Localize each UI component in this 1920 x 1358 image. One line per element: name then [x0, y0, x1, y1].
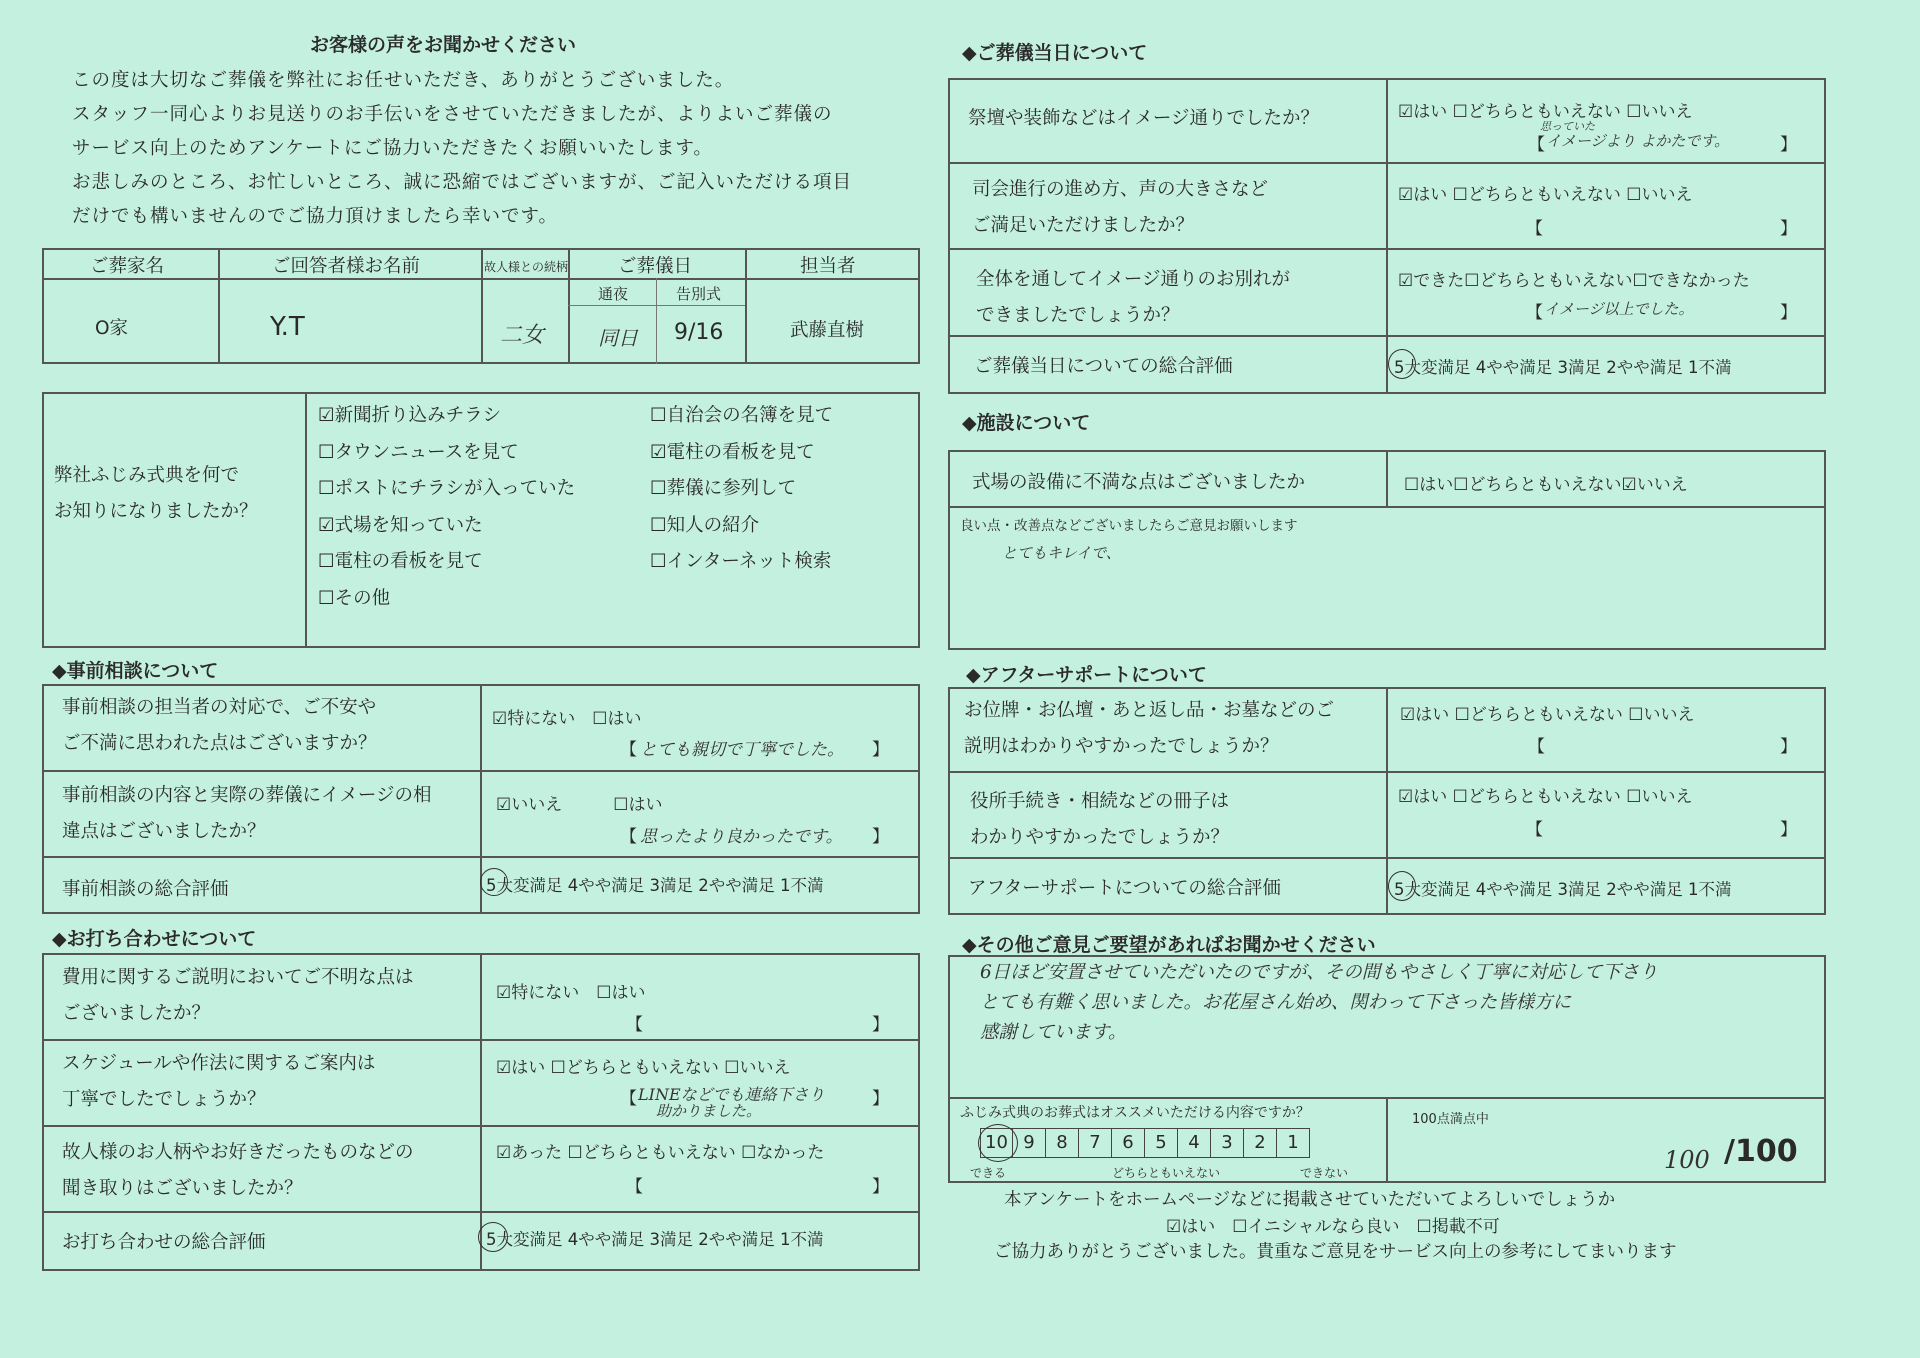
question-line: 丁寧でしたでしょうか？: [62, 1089, 266, 1110]
funeral-day-q3-options[interactable]: ☑できた☐どちらともいえない☐できなかった: [1398, 271, 1750, 291]
consult-q1: [62, 690, 377, 762]
header-family: ご葬家名: [90, 256, 165, 277]
question-line: 弊社ふじみ式典を何で: [54, 465, 240, 486]
relation-value: 二女: [500, 323, 545, 348]
source-options-right: [650, 398, 833, 581]
scale-7[interactable]: 7: [1079, 1128, 1112, 1158]
facility-comment: とてもキレイで、: [1002, 544, 1121, 562]
comment-bracket-open: 【: [626, 1015, 643, 1035]
comment-bracket-close: 】: [1780, 135, 1797, 155]
header-staff: 担当者: [800, 256, 856, 277]
meeting-q3-options[interactable]: ☑あった ☐どちらともいえない ☐なかった: [496, 1143, 825, 1163]
after-heading: ◆アフターサポートについて: [966, 664, 1207, 686]
comment-bracket-open: 【: [1528, 135, 1545, 155]
comment-bracket-close: 】: [1780, 219, 1797, 239]
scale-5[interactable]: 5: [1145, 1128, 1178, 1158]
comment-line: 6日ほど安置させていただいたのですが、その間もやさしく丁寧に対応して下さり: [980, 962, 1658, 983]
after-q2-options[interactable]: ☑はい ☐どちらともいえない ☐いいえ: [1398, 787, 1693, 807]
funeral-day-q1: 祭壇や装飾などはイメージ通りでしたか？: [968, 108, 1319, 129]
after-q1-options[interactable]: ☑はい ☐どちらともいえない ☐いいえ: [1400, 705, 1695, 725]
after-rating[interactable]: 5大変満足 4やや満足 3満足 2やや満足 1不満: [1394, 880, 1732, 899]
option-pole-sign-checkbox[interactable]: ☐電柱の看板を見て: [318, 551, 483, 572]
comment-bracket-close: 】: [872, 827, 889, 847]
question-line: 司会進行の進め方、声の大きさなど: [972, 179, 1269, 200]
score-label: 100点満点中: [1412, 1112, 1489, 1127]
option-flyer-checkbox[interactable]: ☐ポストにチラシが入っていた: [318, 478, 576, 499]
rating-circle: [1388, 349, 1416, 379]
comment-line: 感謝しています。: [980, 1022, 1127, 1043]
after-q1: [964, 693, 1334, 765]
comment-line: とても有難く思いました。お花屋さん始め、関わって下さった皆様方に: [980, 992, 1572, 1013]
funeral-day-q2-options[interactable]: ☑はい ☐どちらともいえない ☐いいえ: [1398, 185, 1693, 205]
header-wake: 通夜: [598, 285, 629, 303]
comment-bracket-close: 】: [872, 1015, 889, 1035]
meeting-q1-options[interactable]: ☑特にない ☐はい: [496, 983, 646, 1003]
consult-q3: 事前相談の総合評価: [62, 879, 229, 900]
option-association-checkbox[interactable]: ☐自治会の名簿を見て: [650, 405, 834, 426]
staff-value: 武藤直樹: [790, 320, 865, 341]
source-options-left: [318, 398, 575, 617]
funeral-day-q3: [976, 262, 1290, 334]
scale-9[interactable]: 9: [1013, 1128, 1046, 1158]
header-date: ご葬儀日: [618, 256, 693, 277]
funeral-day-q4: ご葬儀当日についての総合評価: [974, 356, 1233, 377]
comment-bracket-close: 】: [1780, 820, 1797, 840]
funeral-day-rating[interactable]: 5大変満足 4やや満足 3満足 2やや満足 1不満: [1394, 358, 1732, 377]
meeting-q1: [62, 960, 414, 1032]
comment-bracket-close: 】: [872, 1089, 889, 1109]
intro-line: お悲しみのところ、お忙しいところ、誠に恐縮ではございますが、ご記入いただける項目: [72, 172, 853, 193]
scale-label-low: できる: [970, 1166, 1007, 1180]
comment-bracket-open: 【: [620, 827, 637, 847]
survey-title: お客様の声をお聞かせください: [310, 34, 577, 56]
consult-q1-options[interactable]: ☑特にない ☐はい: [492, 709, 642, 729]
question-line: 聞き取りはございましたか？: [62, 1178, 303, 1199]
meeting-q3: [62, 1135, 414, 1207]
meeting-heading: ◆お打ち合わせについて: [52, 928, 257, 950]
meeting-q2-comment-1: LINEなどでも連絡下さり: [638, 1085, 825, 1104]
intro-text: [72, 64, 852, 234]
scale-10[interactable]: 10: [980, 1128, 1013, 1158]
option-internet-checkbox[interactable]: ☐インターネット検索: [650, 551, 832, 572]
intro-line: サービス向上のためアンケートにご協力いただきたくお願いいたします。: [72, 138, 713, 159]
rating-circle: [478, 1222, 508, 1252]
header-relation: 故人様との続柄: [484, 260, 569, 274]
rating-circle: [480, 868, 508, 896]
rating-circle: [1388, 871, 1416, 901]
funeral-day-q1-note: 思っていた: [1540, 120, 1595, 133]
consult-q2-comment: 思ったより良かったです。: [640, 827, 843, 847]
funeral-day-q1-options[interactable]: ☑はい ☐どちらともいえない ☐いいえ: [1398, 102, 1693, 122]
intro-line: この度は大切なご葬儀を弊社にお任せいただき、ありがとうございました。: [72, 70, 735, 91]
comment-bracket-close: 】: [1780, 303, 1797, 323]
option-other-checkbox[interactable]: ☐その他: [318, 587, 391, 609]
consult-q1-comment: とても親切で丁寧でした。: [640, 740, 844, 760]
comment-bracket-open: 【: [1528, 737, 1545, 757]
source-question: [54, 458, 258, 530]
recommend-scale: [980, 1128, 1310, 1158]
intro-line: だけでも構いませんのでご協力頂けましたら幸いです。: [72, 206, 559, 227]
scale-4[interactable]: 4: [1178, 1128, 1211, 1158]
question-line: 事前相談の内容と実際の葬儀にイメージの相: [62, 785, 432, 806]
meeting-q4: お打ち合わせの総合評価: [62, 1232, 266, 1253]
meeting-q2-comment-2: 助かりました。: [656, 1102, 762, 1120]
comment-bracket-open: 【: [1526, 219, 1543, 239]
consult-q2-options[interactable]: ☑いいえ ☐はい: [496, 795, 663, 815]
consult-q2: [62, 778, 431, 850]
question-line: 役所手続き・相続などの冊子は: [970, 791, 1230, 812]
question-line: お位牌・お仏壇・あと返し品・お墓などのご: [964, 700, 1335, 721]
option-townnews-checkbox[interactable]: ☐タウンニュースを見て: [318, 441, 519, 463]
option-referral-checkbox[interactable]: ☐知人の紹介: [650, 514, 760, 536]
publish-question: 本アンケートをホームページなどに掲載させていただいてよろしいでしょうか: [1004, 1190, 1616, 1210]
scale-3[interactable]: 3: [1211, 1128, 1244, 1158]
question-line: わかりやすかったでしょうか？: [970, 827, 1230, 848]
question-line: 故人様のお人柄やお好きだったものなどの: [62, 1142, 414, 1163]
thanks-text: ご協力ありがとうございました。貴重なご意見をサービス向上の参考にしてまいります: [994, 1242, 1677, 1262]
comment-bracket-close: 】: [872, 1177, 889, 1197]
funeral-day-q2: [972, 172, 1268, 244]
scale-1[interactable]: 1: [1277, 1128, 1310, 1158]
question-line: 説明はわかりやすかったでしょうか？: [964, 736, 1279, 757]
question-line: 全体を通してイメージ通りのお別れが: [976, 269, 1290, 290]
question-line: 違点はございましたか？: [62, 821, 266, 842]
option-pole-sign2-checkbox[interactable]: ☑電柱の看板を見て: [650, 441, 815, 463]
respondent-value: Y.T: [270, 312, 305, 342]
scale-label-mid: どちらともいえない: [1112, 1166, 1221, 1180]
comment-bracket-open: 【: [1526, 303, 1543, 323]
consult-heading: ◆事前相談について: [52, 660, 219, 682]
scale-circle: [978, 1124, 1018, 1162]
question-line: ございましたか？: [62, 1003, 211, 1024]
question-line: お知りになりましたか？: [54, 501, 258, 522]
scale-6[interactable]: 6: [1112, 1128, 1145, 1158]
intro-line: スタッフ一同心よりお見送りのお手伝いをさせていただきましたが、よりよいご葬儀の: [72, 104, 833, 125]
comment-bracket-open: 【: [626, 1177, 643, 1197]
comment-bracket-close: 】: [872, 740, 889, 760]
after-q2: [970, 784, 1229, 856]
wake-value: 同日: [598, 326, 638, 350]
scale-label-high: できない: [1300, 1166, 1349, 1180]
facility-q1-options[interactable]: ☐はい☐どちらともいえない☑いいえ: [1404, 475, 1688, 495]
publish-options[interactable]: ☑はい ☐イニシャルなら良い ☐掲載不可: [1166, 1217, 1500, 1237]
family-value: O家: [95, 318, 129, 339]
funeral-day-heading: ◆ご葬儀当日について: [962, 42, 1148, 64]
meeting-q2: [62, 1046, 375, 1118]
meeting-rating[interactable]: 5大変満足 4やや満足 3満足 2やや満足 1不満: [486, 1230, 824, 1249]
funeral-day-q1-comment: イメージより よかたです。: [1546, 132, 1730, 150]
facility-heading: ◆施設について: [962, 412, 1091, 434]
scale-8[interactable]: 8: [1046, 1128, 1079, 1158]
question-line: 費用に関するご説明においてご不明な点は: [62, 967, 414, 988]
recommend-question: ふじみ式典のお葬式はオススメいただける内容ですか？: [960, 1105, 1310, 1121]
facility-prompt: 良い点・改善点などございましたらご意見お願いします: [960, 518, 1298, 534]
question-line: ご不満に思われた点はございますか？: [62, 733, 377, 754]
consult-rating[interactable]: 5大変満足 4やや満足 3満足 2やや満足 1不満: [486, 876, 824, 895]
option-attended-checkbox[interactable]: ☐葬儀に参列して: [650, 478, 797, 499]
question-line: 事前相談の担当者の対応で、ご不安や: [62, 697, 377, 718]
comment-bracket-close: 】: [1780, 737, 1797, 757]
facility-q1: 式場の設備に不満な点はございましたか: [972, 472, 1306, 493]
funeral-day-q3-comment: イメージ以上でした。: [1544, 300, 1694, 318]
score-value: 100: [1664, 1146, 1710, 1174]
comment-bracket-open: 【: [620, 740, 637, 760]
header-respondent: ご回答者様お名前: [272, 256, 421, 277]
question-line: スケジュールや作法に関するご案内は: [62, 1053, 376, 1074]
comment-bracket-open: 【: [620, 1089, 637, 1109]
header-funeral: 告別式: [676, 285, 722, 303]
question-line: ご満足いただけましたか？: [972, 215, 1195, 236]
after-q3: アフターサポートについての総合評価: [968, 878, 1281, 899]
scale-2[interactable]: 2: [1244, 1128, 1277, 1158]
comment-bracket-open: 【: [1526, 820, 1543, 840]
question-line: できましたでしょうか？: [976, 305, 1180, 326]
other-comment: [980, 958, 1658, 1048]
score-max: /100: [1724, 1134, 1798, 1169]
funeral-date-value: 9/16: [674, 320, 724, 345]
meeting-q2-options[interactable]: ☑はい ☐どちらともいえない ☐いいえ: [496, 1058, 791, 1078]
other-heading: ◆その他ご意見ご要望があればお聞かせください: [962, 934, 1376, 956]
option-venue-checkbox[interactable]: ☑式場を知っていた: [318, 514, 483, 536]
option-newspaper-checkbox[interactable]: ☑新聞折り込みチラシ: [318, 405, 502, 426]
